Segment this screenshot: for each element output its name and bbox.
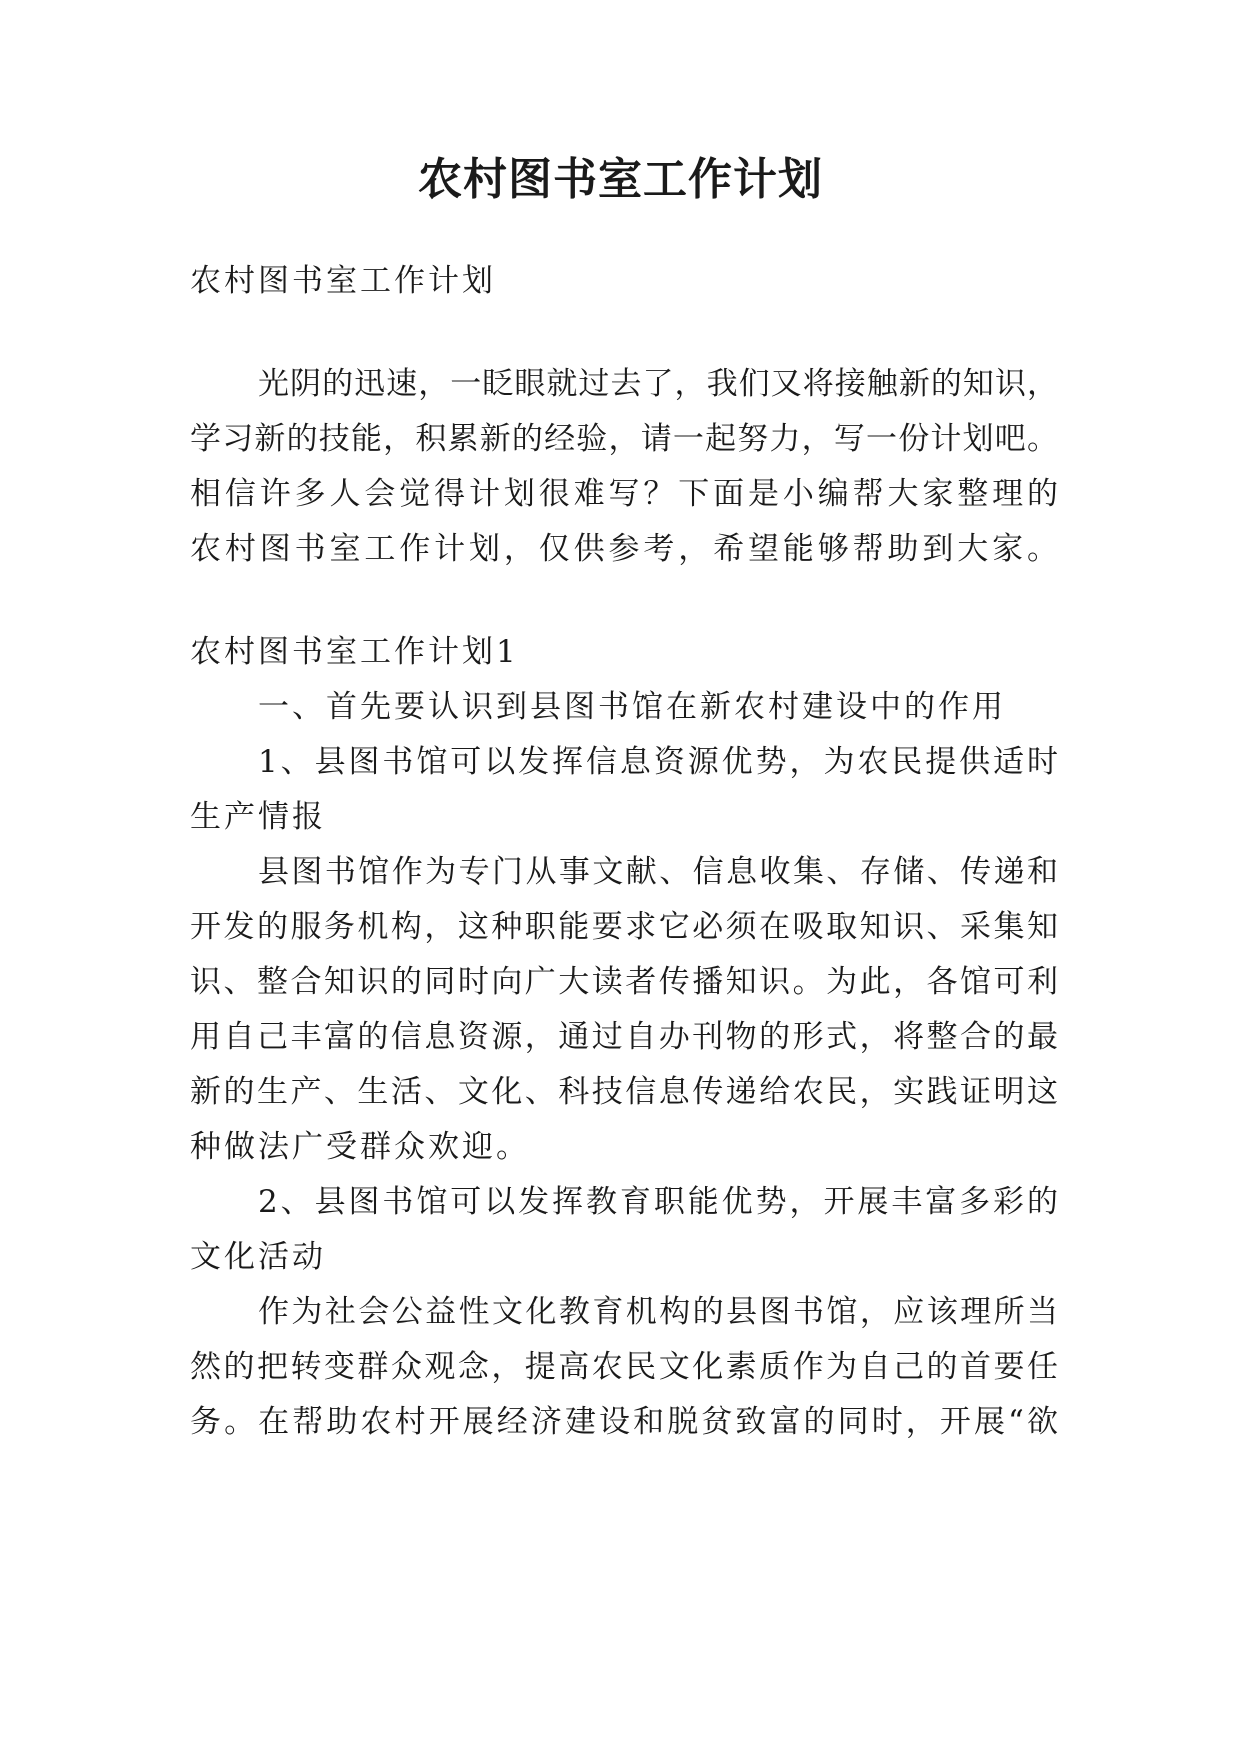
body-line: 种做法广受群众欢迎。 [190,1129,530,1165]
body-line: 务。在帮助农村开展经济建设和脱贫致富的同时，开展“欲 [190,1404,1058,1440]
body-line: 开发的服务机构，这种职能要求它必须在吸取知识、采集知 [190,909,1058,945]
page-title: 农村图书室工作计划 [418,154,823,205]
body-line: 然的把转变群众观念，提高农民文化素质作为自己的首要任 [190,1349,1058,1385]
intro-line: 学习新的技能，积累新的经验，请一起努力，写一份计划吧。 [190,421,1058,457]
intro-line: 光阴的迅速，一眨眼就过去了，我们又将接触新的知识， [258,366,1058,402]
subsection-heading: 一、首先要认识到县图书馆在新农村建设中的作用 [258,689,1006,725]
point-heading: 2、县图书馆可以发挥教育职能优势，开展丰富多彩的 [258,1184,1058,1220]
body-line: 新的生产、生活、文化、科技信息传递给农民，实践证明这 [190,1074,1058,1110]
body-line: 县图书馆作为专门从事文献、信息收集、存储、传递和 [258,854,1058,890]
body-line: 识、整合知识的同时向广大读者传播知识。为此，各馆可利 [190,964,1058,1000]
body-line: 作为社会公益性文化教育机构的县图书馆，应该理所当 [258,1294,1058,1330]
subtitle-line: 农村图书室工作计划 [190,263,496,299]
section-heading: 农村图书室工作计划1 [190,634,519,670]
body-line: 用自己丰富的信息资源，通过自办刊物的形式，将整合的最 [190,1019,1058,1055]
point-heading: 1、县图书馆可以发挥信息资源优势，为农民提供适时 [258,744,1058,780]
point-heading: 文化活动 [190,1239,326,1275]
intro-line: 相信许多人会觉得计划很难写？下面是小编帮大家整理的 [190,476,1058,512]
intro-line: 农村图书室工作计划，仅供参考，希望能够帮助到大家。 [190,531,1058,567]
point-heading: 生产情报 [190,799,326,835]
